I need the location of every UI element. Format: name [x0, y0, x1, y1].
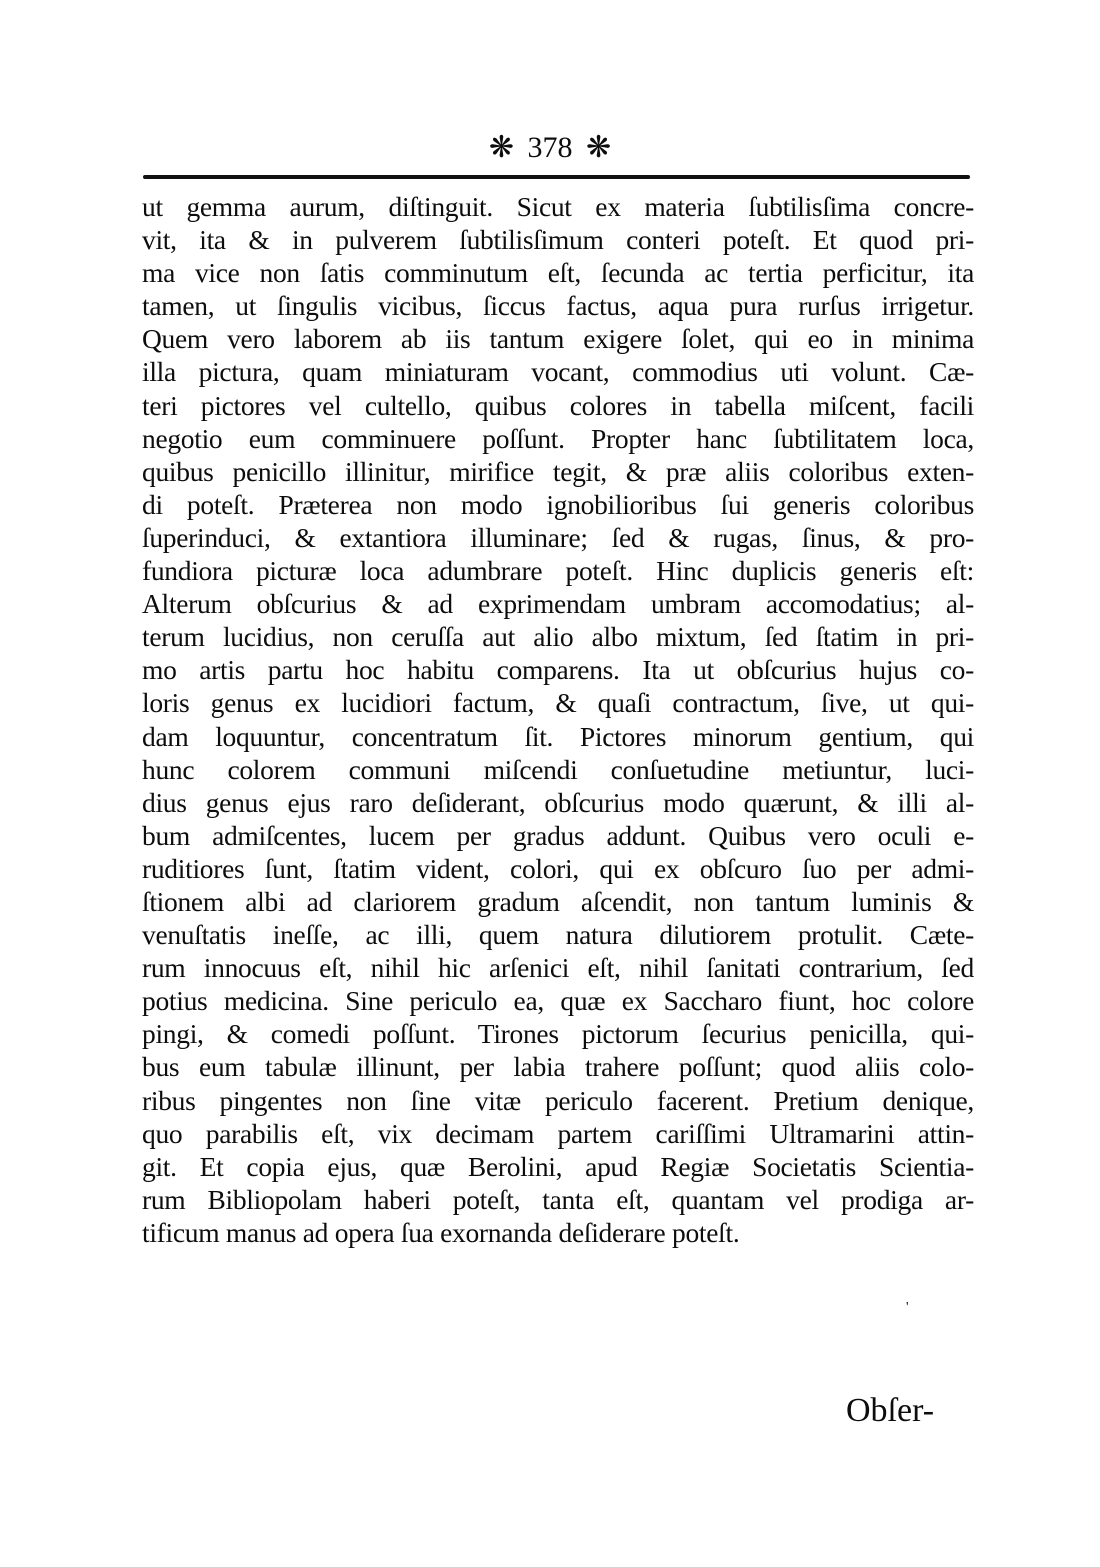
- text-line: ma vice non ſatis comminutum eſt, ſecunda ac tertia perficitur, ita: [142, 257, 974, 289]
- text-line: Alterum obſcurius & ad exprimendam umbram accomodatius; al-: [142, 588, 974, 620]
- text-line: loris genus ex lucidiori factum, & quaſi contractum, ſive, ut qui-: [142, 687, 974, 719]
- running-head: [0, 128, 1100, 166]
- text-line: ut gemma aurum, diſtinguit. Sicut ex materia ſubtilisſima concre-: [142, 191, 974, 222]
- text-line: rum Bibliopolam haberi poteſt, tanta eſt, quantam vel prodiga ar-: [142, 1183, 974, 1215]
- text-line: teri pictores vel cultello, quibus colores in tabella miſcent, facili: [142, 389, 974, 421]
- text-line: illa pictura, quam miniaturam vocant, commodius uti volunt. Cæ-: [142, 356, 974, 388]
- text-line: hunc colorem communi miſcendi conſuetudine metiuntur, luci-: [142, 753, 974, 785]
- text-line: mo artis partu hoc habitu comparens. Ita ut obſcurius hujus co-: [142, 654, 974, 686]
- text-line: quibus penicillo illinitur, mirifice tegit, & præ aliis coloribus exten-: [142, 455, 974, 487]
- text-line: negotio eum comminuere poſſunt. Propter hanc ſubtilitatem loca,: [142, 422, 974, 454]
- text-line: dam loquuntur, concentratum ſit. Pictores minorum gentium, qui: [142, 720, 974, 752]
- text-line: ruditiores ſunt, ſtatim vident, colori, qui ex obſcuro ſuo per admi-: [142, 852, 974, 884]
- text-line: git. Et copia ejus, quæ Berolini, apud Regiæ Societatis Scientia-: [142, 1150, 974, 1182]
- text-line: ſuperinduci, & extantiora illuminare; ſed & rugas, ſinus, & pro-: [142, 521, 974, 553]
- text-line: dius genus ejus raro deſiderant, obſcurius modo quærunt, & illi al-: [142, 786, 974, 818]
- text-line: di poteſt. Præterea non modo ignobilioribus ſui generis coloribus: [142, 488, 974, 520]
- text-line: rum innocuus eſt, nihil hic arſenici eſt, nihil ſanitati contrarium, ſed: [142, 952, 974, 984]
- text-line: fundiora picturæ loca adumbrare poteſt. Hinc duplicis generis eſt:: [142, 555, 974, 587]
- stray-mark: ': [906, 1300, 909, 1315]
- catchword: Obſer-: [846, 1392, 935, 1429]
- text-line: venuſtatis ineſſe, ac illi, quem natura dilutiorem protulit. Cæte-: [142, 919, 974, 951]
- text-line: tificum manus ad opera ſua exornanda deſiderare poteſt.: [142, 1216, 740, 1248]
- text-line: quo parabilis eſt, vix decimam partem cariſſimi Ultramarini attin-: [142, 1117, 974, 1149]
- text-line: pingi, & comedi poſſunt. Tirones pictorum ſecurius penicilla, qui-: [142, 1018, 974, 1050]
- text-line: tamen, ut ſingulis vicibus, ſiccus factus, aqua pura rurſus irrigetur.: [142, 290, 974, 322]
- text-line: bus eum tabulæ illinunt, per labia trahere poſſunt; quod aliis colo-: [142, 1051, 974, 1083]
- body-text: [142, 190, 974, 1249]
- ornament-right-icon: ❋: [586, 131, 612, 165]
- page-number: 378: [527, 131, 573, 165]
- ornament-left-icon: ❋: [488, 131, 514, 165]
- text-line: vit, ita & in pulverem ſubtilisſimum conteri poteſt. Et quod pri-: [142, 224, 974, 256]
- header-rule: [143, 175, 970, 179]
- text-line: ſtionem albi ad clariorem gradum aſcendit, non tantum luminis &: [142, 885, 974, 917]
- text-line: potius medicina. Sine periculo ea, quæ ex Saccharo fiunt, hoc colore: [142, 985, 974, 1017]
- text-line: Quem vero laborem ab iis tantum exigere ſolet, qui eo in minima: [142, 323, 974, 355]
- text-line: bum admiſcentes, lucem per gradus addunt. Quibus vero oculi e-: [142, 819, 974, 851]
- text-line: ribus pingentes non ſine vitæ periculo facerent. Pretium denique,: [142, 1084, 974, 1116]
- text-line: terum lucidius, non ceruſſa aut alio albo mixtum, ſed ſtatim in pri-: [142, 621, 974, 653]
